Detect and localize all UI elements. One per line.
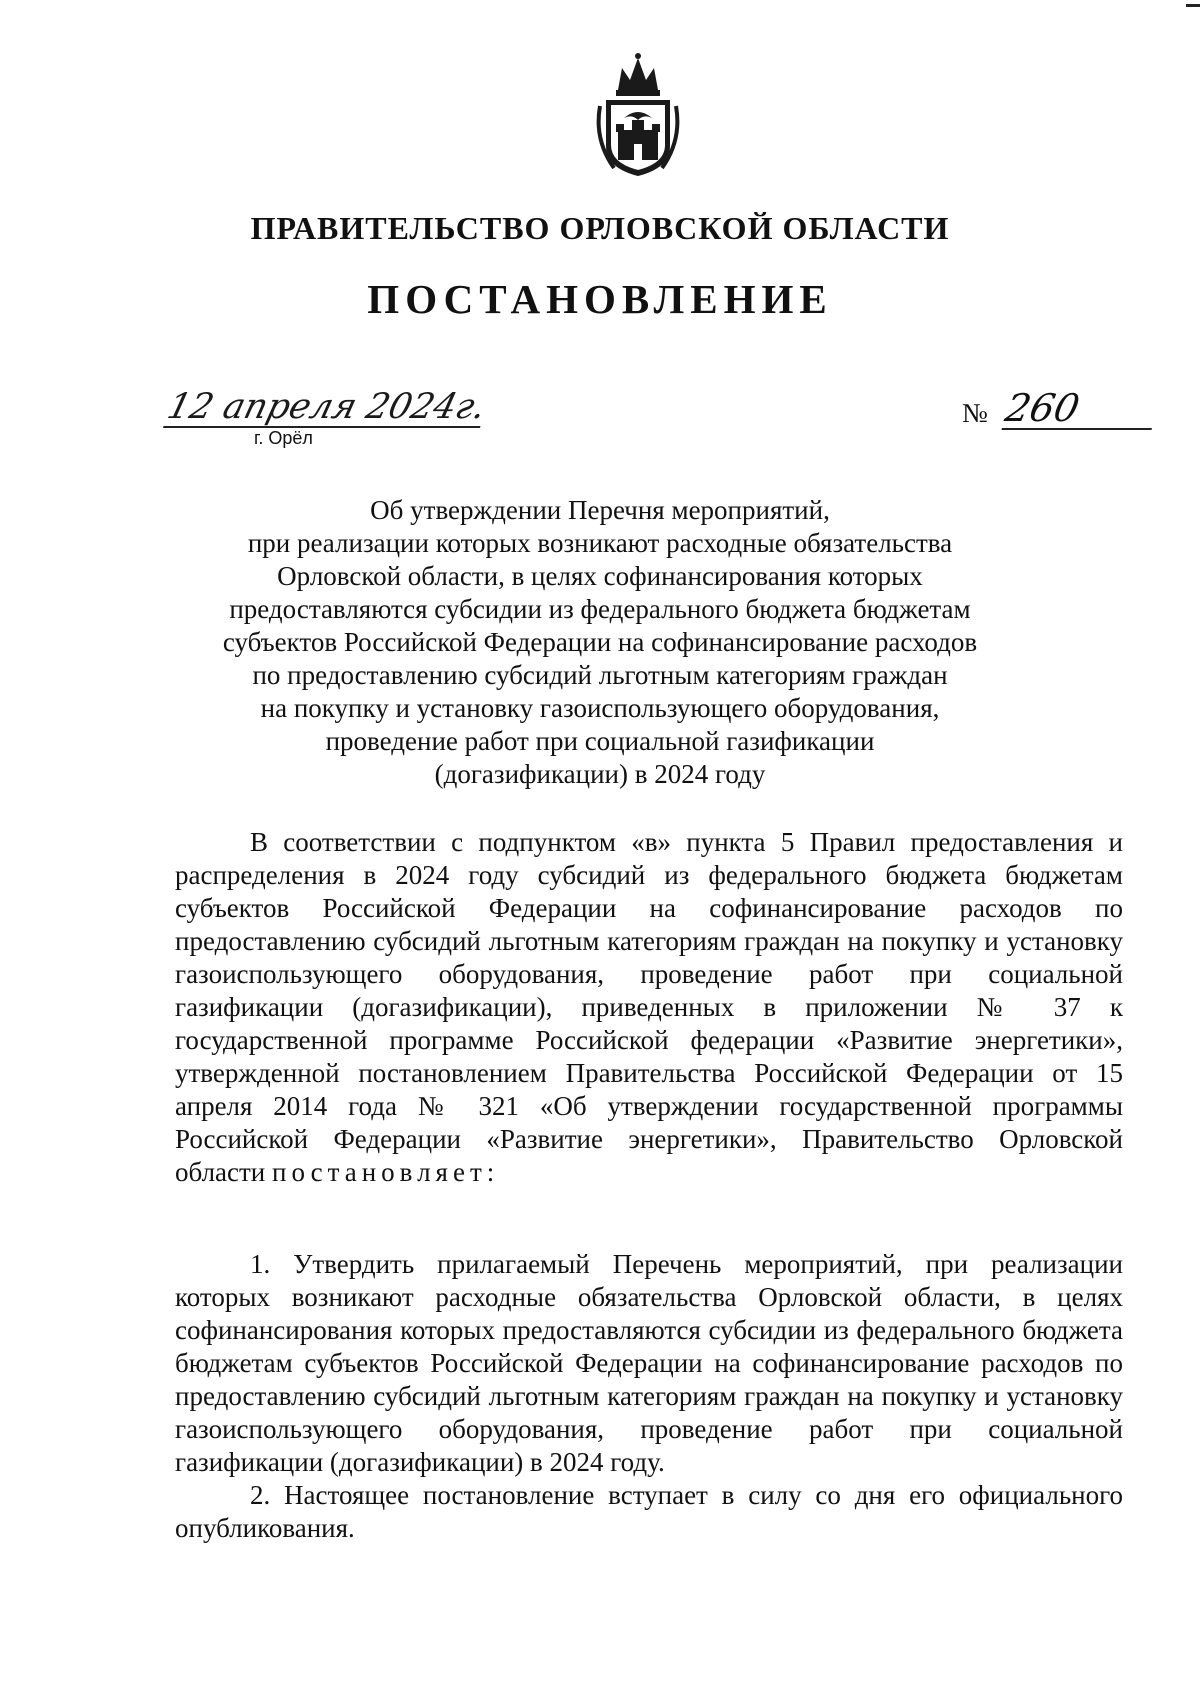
preamble-text: В соответствии с подпунктом «в» пункта 5 Правил предоставления и распределения в 2024 году субсидий из федерального бюджета бюджетам субъектов Российской Федерации на софинансирование расходов по предоставлению субсидий льготным категориям граждан на покупку и установку газоиспользующего оборудования, проведение работ при социальной газификации (догазификации), приведенных в приложении № 37 к государственной программе Российской федерации «Развитие энергетики», утвержденной постановлением Правительства Российской Федерации от 15 апреля 2014 года № 321 «Об утверждении государственной программы Российской Федерации «Развитие энергетики», Правительство Орловской области — [175, 827, 1123, 1187]
subject-line: субъектов Российской Федерации на софинансирование расходов — [222, 627, 978, 657]
item-1-paragraph: 1. Утвердить прилагаемый Перечень мероприятий, при реализации которых возникают расходные обязательства Орловской области, в целях софинансирования которых предоставляются субсидии из федерального бюджета бюджетам субъектов Российской Федерации на софинансирование расходов по предоставлению субсидий льготным категориям граждан на покупку и установку газоиспользующего оборудования, проведение работ при социальной газификации (догазификации) в 2024 году. — [175, 1249, 1123, 1477]
subject-line: по предоставлению субсидий льготным категориям граждан — [252, 660, 948, 690]
document-type-title: ПОСТАНОВЛЕНИЕ — [367, 276, 833, 322]
subject-line: Орловской области, в целях софинансирования которых — [277, 561, 923, 591]
government-name: ПРАВИТЕЛЬСТВО ОРЛОВСКОЙ ОБЛАСТИ — [250, 210, 950, 246]
scan-edge-mark — [1186, 4, 1200, 7]
number-sign: № — [962, 398, 988, 428]
city-label: г. Орёл — [254, 428, 313, 448]
subject-line: предоставляются субсидии из федерального бюджета бюджетам — [229, 594, 971, 624]
subject-line: при реализации которых возникают расходные обязательства — [247, 528, 953, 558]
orel-region-coat-of-arms-icon — [592, 50, 684, 180]
handwritten-number: 260 — [1002, 388, 1161, 430]
subject-line: Об утверждении Перечня мероприятий, — [370, 495, 830, 525]
preamble-paragraph — [175, 826, 1123, 1189]
subject-line: проведение работ при социальной газификации — [325, 726, 875, 756]
date-block — [163, 387, 490, 450]
resolves-word: постановляет: — [272, 1157, 500, 1187]
subject-line: (догазификации) в 2024 году — [434, 759, 766, 789]
document-number-block — [962, 388, 1162, 438]
handwritten-date: 12 апреля 2024г. — [163, 387, 490, 427]
document-subject — [0, 494, 1200, 791]
subject-line: на покупку и установку газоиспользующего оборудования, — [260, 693, 940, 723]
item-2-paragraph: 2. Настоящее постановление вступает в силу со дня его официального опубликования. — [175, 1480, 1123, 1543]
